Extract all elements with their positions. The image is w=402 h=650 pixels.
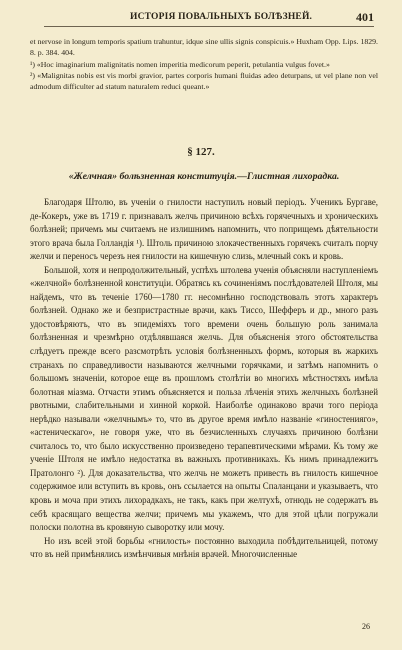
section-title: «Желчная» болѣзненная конституція.—Глистная лихорадка.: [68, 171, 340, 182]
paragraph-3: Но изъ всей этой борьбы «гнилость» постоянно выходила побѣдительницей, потому что въ ней примѣнялись измѣнчивыя мнѣнія врачей. Многочисленные: [30, 535, 378, 560]
footnote-2: ²) «Malignitas nobis est vis morbi gravior, partes corporis humani fluidas adeo deturpans, ut vel plane non vel admodum difficulter ad statum naturalem reduci queant.»: [30, 70, 378, 92]
page-header: [44, 10, 374, 26]
page-number: 401: [356, 10, 374, 24]
signature-mark: 26: [362, 622, 370, 631]
body-text: [30, 196, 378, 562]
paragraph-2: Большой, хотя и непродолжительный, успѣхъ штолева ученія объясняли наступленіемъ «желчной» болѣзненной конституціи. Обратясь къ сочиненіямъ послѣдователей Штоля, мы найдемъ, что въ теченіе 1760—1780 гг. несомнѣнно господствовалъ этотъ характеръ болѣзней. Однако же и безпристрастные врачи, какъ Тиссо, Шефферъ и др., много разъ удостовѣряютъ, что въ эпидеміяхъ того времени очень большую роль занимала болѣзненная и чрезмѣрно отдѣлявшаяся желчь. Для объясненія этого обстоятельства слѣдуетъ прежде всего разсмотрѣть условія болѣзненныхъ формъ, которыя въ жаркихъ странахъ по справедливости называются желчными горячками, и затѣмъ напомнить о большомъ значеніи, которое еще въ прошломъ столѣтіи во многихъ мѣстностяхъ имѣла болотная міазма. Отчасти этимъ объясняется и польза лѣченія этихъ желчныхъ болѣзней рвотными, слабительными и хинной коркой. Наиболѣе одинаково врачи того періода нерѣдко называли «желчнымъ» то, что въ другое время имѣло названіе «гиностенияго», «астеническаго», не говоря уже, что въ безчисленныхъ случаяхъ причиною болѣзни считалось то, что было искусственно произведено терапевтическими мѣрами. Къ тому же ученіе Штоля не имѣло недостатка въ важныхъ противникахъ. Къ нимъ принадлежитъ Пратолонго ²). Для доказательства, что желчь не можетъ привесть въ гнилость кишечное содержимое или вступить въ кровь, онъ ссылается на опыты Спаланцани и указываетъ, что кровь и моча при этихъ лихорадкахъ, не такъ, какъ при желтухѣ, отнюдь не содержатъ въ себѣ красящаго вещества желчи; причемъ мы укажемъ, что для этой цѣли погружали полоски полотна въ кровяную сыворотку или мочу.: [30, 264, 378, 533]
footnotes: [30, 36, 378, 92]
running-head: ИСТОРІЯ ПОВАЛЬНЫХЪ БОЛѢЗНЕЙ.: [130, 12, 313, 22]
header-rule: [44, 26, 374, 27]
section-number: § 127.: [187, 146, 215, 158]
footnote-continued: et nervose in longum temporis spatium trahuntur, idque sine ullis signis conspicuis.» Huxham Opp. Lips. 1829. 8. p. 384. 404.: [30, 37, 378, 58]
footnote-1: ¹) «Hoc imaginarium malignitatis nomen imperitia medicorum peperit, petulantia vulgus fovet.»: [30, 59, 330, 69]
paragraph-1: Благодаря Штолю, въ ученіи о гнилости наступилъ новый періодъ. Ученикъ Бургаве, де-Кокеръ, уже въ 1719 г. признавалъ желчь причиною всѣхъ горячечныхъ и хроническихъ болѣзней; причемъ мы считаемъ не излишнимъ напомнить, что поприщемъ дѣятельности этого врача была Голландія ¹). Штоль причиною злокачественныхъ горячекъ считалъ порчу желчи и переносъ черезъ нея гнилости на кишечную слизь, млечный сокъ и кровь.: [30, 197, 378, 262]
